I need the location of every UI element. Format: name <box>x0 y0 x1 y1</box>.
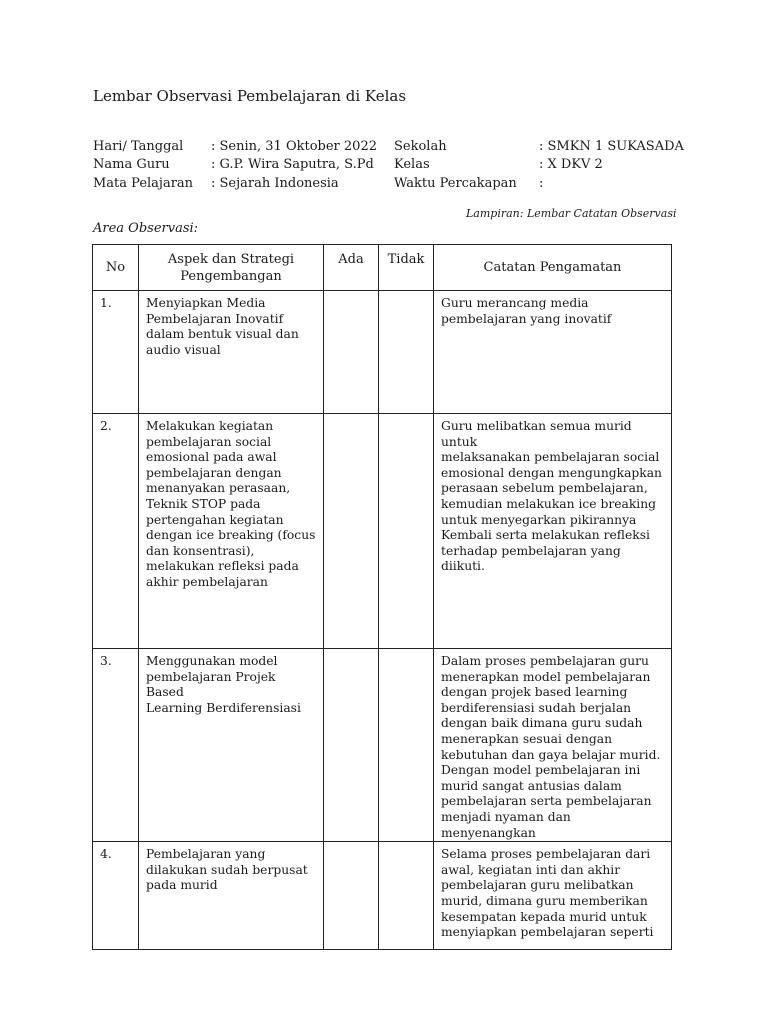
row-tidak-cell[interactable] <box>379 414 434 649</box>
info-value-mata-pelajaran: : Sejarah Indonesia <box>211 176 339 191</box>
row-catatan: Selama proses pembelajaran dari awal, kegiatan inti dan akhir pembelajaran guru melibatkan murid, dimana guru memberikan kesempatan kepada murid untuk menyiapkan pembelajaran seperti <box>434 842 672 950</box>
row-ada-cell[interactable] <box>324 649 379 842</box>
row-aspek: Melakukan kegiatan pembelajaran social emosional pada awal pembelajaran dengan menanyakan perasaan, Teknik STOP pada pertengahan kegiatan dengan ice breaking (focus dan konsentrasi), melakukan refleksi pada akhir pembelajaran <box>139 414 324 649</box>
info-label-sekolah: Sekolah <box>394 139 447 154</box>
header-no: No <box>93 245 139 291</box>
info-value-sekolah: : SMKN 1 SUKASADA <box>539 139 684 154</box>
info-value-kelas: : X DKV 2 <box>539 157 603 172</box>
table-row <box>93 649 672 842</box>
row-catatan: Guru merancang media pembelajaran yang inovatif <box>434 291 672 414</box>
info-label-kelas: Kelas <box>394 157 430 172</box>
row-catatan: Guru melibatkan semua murid untuk melaksanakan pembelajaran social emosional dengan mengungkapkan perasaan sebelum pembelajaran, kemudian melakukan ice breaking untuk menyegarkan pikirannya Kembali serta melakukan refleksi terhadap pembelajaran yang diikuti. <box>434 414 672 649</box>
header-ada: Ada <box>324 245 379 291</box>
info-label-waktu-percakapan: Waktu Percakapan <box>394 176 517 191</box>
header-catatan: Catatan Pengamatan <box>434 245 672 291</box>
row-catatan: Dalam proses pembelajaran guru menerapkan model pembelajaran dengan projek based learning berdiferensiasi sudah berjalan dengan baik dimana guru sudah menerapkan sesuai dengan kebutuhan dan gaya belajar murid. Dengan model pembelajaran ini murid sangat antusias dalam pembelajaran serta pembelajaran menjadi nyaman dan menyenangkan <box>434 649 672 842</box>
table-header-row <box>93 245 672 291</box>
info-value-hari-tanggal: : Senin, 31 Oktober 2022 <box>211 139 377 154</box>
info-value-waktu-percakapan: : <box>539 176 544 191</box>
table-row <box>93 291 672 414</box>
row-no: 1. <box>93 291 139 414</box>
row-tidak-cell[interactable] <box>379 842 434 950</box>
row-aspek: Pembelajaran yang dilakukan sudah berpusat pada murid <box>139 842 324 950</box>
table-row <box>93 842 672 950</box>
row-aspek: Menggunakan model pembelajaran Projek Based Learning Berdiferensiasi <box>139 649 324 842</box>
row-no: 4. <box>93 842 139 950</box>
info-label-mata-pelajaran: Mata Pelajaran <box>93 176 194 191</box>
row-ada-cell[interactable] <box>324 414 379 649</box>
info-label-hari-tanggal: Hari/ Tanggal <box>93 139 184 154</box>
row-no: 2. <box>93 414 139 649</box>
row-ada-cell[interactable] <box>324 842 379 950</box>
row-tidak-cell[interactable] <box>379 649 434 842</box>
row-tidak-cell[interactable] <box>379 291 434 414</box>
document-title: Lembar Observasi Pembelajaran di Kelas <box>93 87 407 105</box>
info-value-nama-guru: : G.P. Wira Saputra, S.Pd <box>211 157 374 172</box>
area-observasi-label: Area Observasi: <box>93 221 199 236</box>
row-aspek: Menyiapkan Media Pembelajaran Inovatif dalam bentuk visual dan audio visual <box>139 291 324 414</box>
row-no: 3. <box>93 649 139 842</box>
table-row <box>93 414 672 649</box>
lampiran-note: Lampiran: Lembar Catatan Observasi <box>466 207 677 220</box>
observation-table <box>92 244 672 950</box>
header-tidak: Tidak <box>379 245 434 291</box>
row-ada-cell[interactable] <box>324 291 379 414</box>
header-aspek: Aspek dan Strategi Pengembangan <box>139 245 324 291</box>
info-label-nama-guru: Nama Guru <box>93 157 170 172</box>
